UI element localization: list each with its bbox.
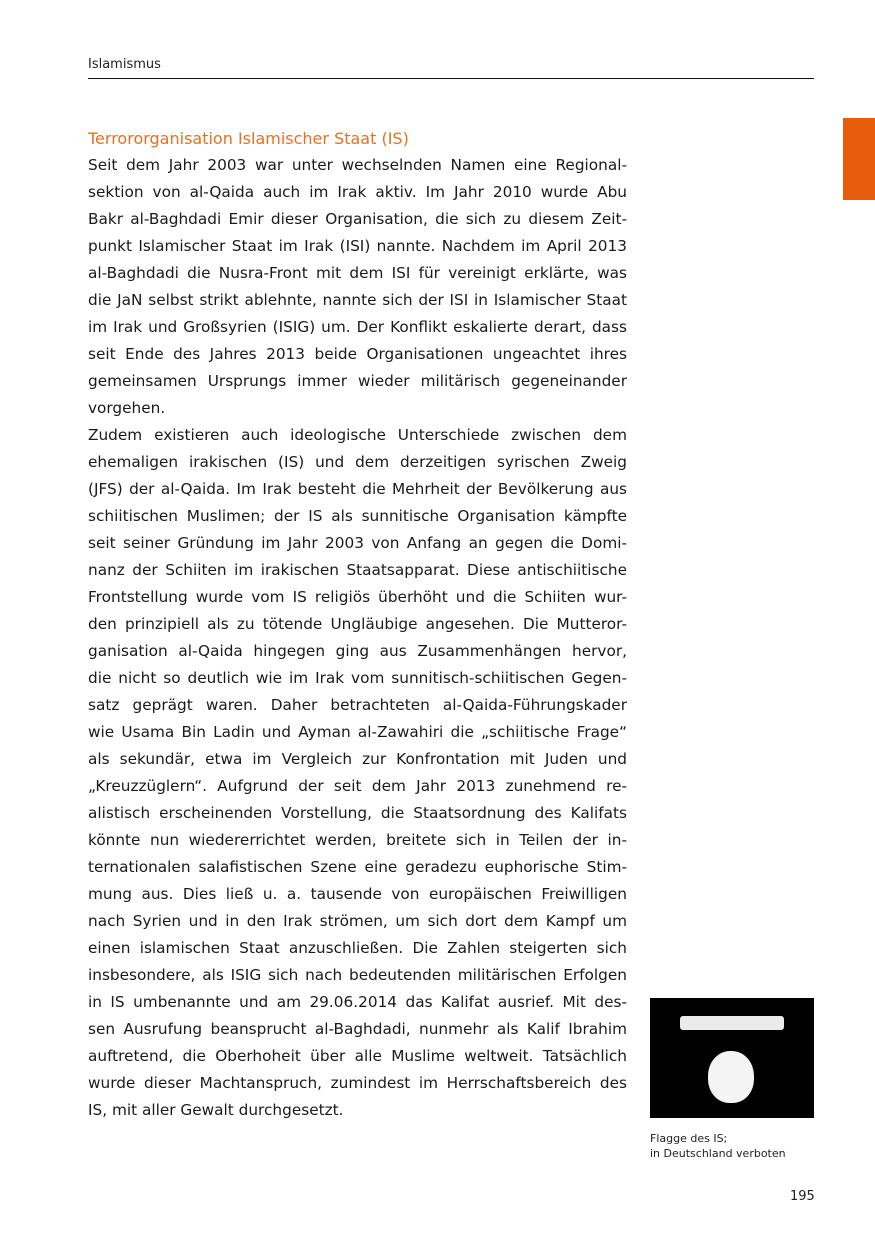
page-number: 195 [790, 1189, 815, 1204]
chapter-thumb-tab [843, 118, 875, 200]
flag-script-placeholder [680, 1016, 784, 1030]
flag-seal-placeholder [708, 1051, 754, 1103]
body-line: schiitischen Muslimen; der IS als sunnitische Organisation kämpfte [88, 507, 627, 525]
body-line: ehemaligen irakischen (IS) und dem derzeitigen syrischen Zweig [88, 453, 627, 471]
body-line: ganisation al-Qaida hingegen ging aus Zusammenhängen hervor, [88, 642, 627, 660]
body-line: in IS umbenannte und am 29.06.2014 das Kalifat ausrief. Mit des- [88, 993, 627, 1011]
body-line: wie Usama Bin Ladin und Ayman al-Zawahiri die „schiitische Frage“ [88, 723, 627, 741]
body-line: satz geprägt waren. Daher betrachteten al-Qaida-Führungskader [88, 696, 627, 714]
figure-caption [650, 1131, 786, 1161]
body-line: nanz der Schiiten im irakischen Staatsapparat. Diese antischiitische [88, 561, 627, 579]
section-title: Terrororganisation Islamischer Staat (IS) [88, 129, 409, 148]
body-line: seit Ende des Jahres 2013 beide Organisationen ungeachtet ihres [88, 345, 627, 363]
caption-line: Flagge des IS; [650, 1132, 728, 1145]
caption-line: in Deutschland verboten [650, 1147, 786, 1160]
body-line: vorgehen. [88, 399, 166, 417]
body-line: Frontstellung wurde vom IS religiös überhöht und die Schiiten wur- [88, 588, 627, 606]
body-line: IS, mit aller Gewalt durchgesetzt. [88, 1101, 344, 1119]
body-line: als sekundär, etwa im Vergleich zur Konfrontation mit Juden und [88, 750, 627, 768]
body-line: auftretend, die Oberhoheit über alle Muslime weltweit. Tatsächlich [88, 1047, 627, 1065]
body-line: sektion von al-Qaida auch im Irak aktiv. Im Jahr 2010 wurde Abu [88, 183, 627, 201]
header-rule [88, 78, 814, 79]
body-line: „Kreuzzüglern“. Aufgrund der seit dem Jahr 2013 zunehmend re- [88, 777, 627, 795]
body-line: insbesondere, als ISIG sich nach bedeutenden militärischen Erfolgen [88, 966, 627, 984]
body-line: al-Baghdadi die Nusra-Front mit dem ISI für vereinigt erklärte, was [88, 264, 627, 282]
running-head: Islamismus [88, 57, 161, 72]
body-line: den prinzipiell als zu tötende Ungläubige angesehen. Die Mutteror- [88, 615, 627, 633]
body-line: gemeinsamen Ursprungs immer wieder militärisch gegeneinander [88, 372, 627, 390]
body-line: die nicht so deutlich wie im Irak vom sunnitisch-schiitischen Gegen- [88, 669, 627, 687]
body-line: wurde dieser Machtanspruch, zumindest im Herrschaftsbereich des [88, 1074, 627, 1092]
body-line: die JaN selbst strikt ablehnte, nannte sich der ISI in Islamischer Staat [88, 291, 627, 309]
body-text [88, 152, 627, 1124]
body-line: punkt Islamischer Staat im Irak (ISI) nannte. Nachdem im April 2013 [88, 237, 627, 255]
body-line: nach Syrien und in den Irak strömen, um sich dort dem Kampf um [88, 912, 627, 930]
body-line: (JFS) der al-Qaida. Im Irak besteht die Mehrheit der Bevölkerung aus [88, 480, 627, 498]
body-line: einen islamischen Staat anzuschließen. Die Zahlen steigerten sich [88, 939, 627, 957]
body-line: im Irak und Großsyrien (ISIG) um. Der Konflikt eskalierte derart, dass [88, 318, 627, 336]
body-line: Bakr al-Baghdadi Emir dieser Organisation, die sich zu diesem Zeit- [88, 210, 627, 228]
body-line: sen Ausrufung beansprucht al-Baghdadi, nunmehr als Kalif Ibrahim [88, 1020, 627, 1038]
body-line: Seit dem Jahr 2003 war unter wechselnden Namen eine Regional- [88, 156, 627, 174]
body-line: alistisch erscheinenden Vorstellung, die Staatsordnung des Kalifats [88, 804, 627, 822]
body-line: seit seiner Gründung im Jahr 2003 von Anfang an gegen die Domi- [88, 534, 627, 552]
body-line: mung aus. Dies ließ u. a. tausende von europäischen Freiwilligen [88, 885, 627, 903]
body-line: könnte nun wiedererrichtet werden, breitete sich in Teilen der in- [88, 831, 627, 849]
body-line: ternationalen salafistischen Szene eine geradezu euphorische Stim- [88, 858, 627, 876]
flag-image [650, 998, 814, 1118]
body-line: Zudem existieren auch ideologische Unterschiede zwischen dem [88, 426, 627, 444]
